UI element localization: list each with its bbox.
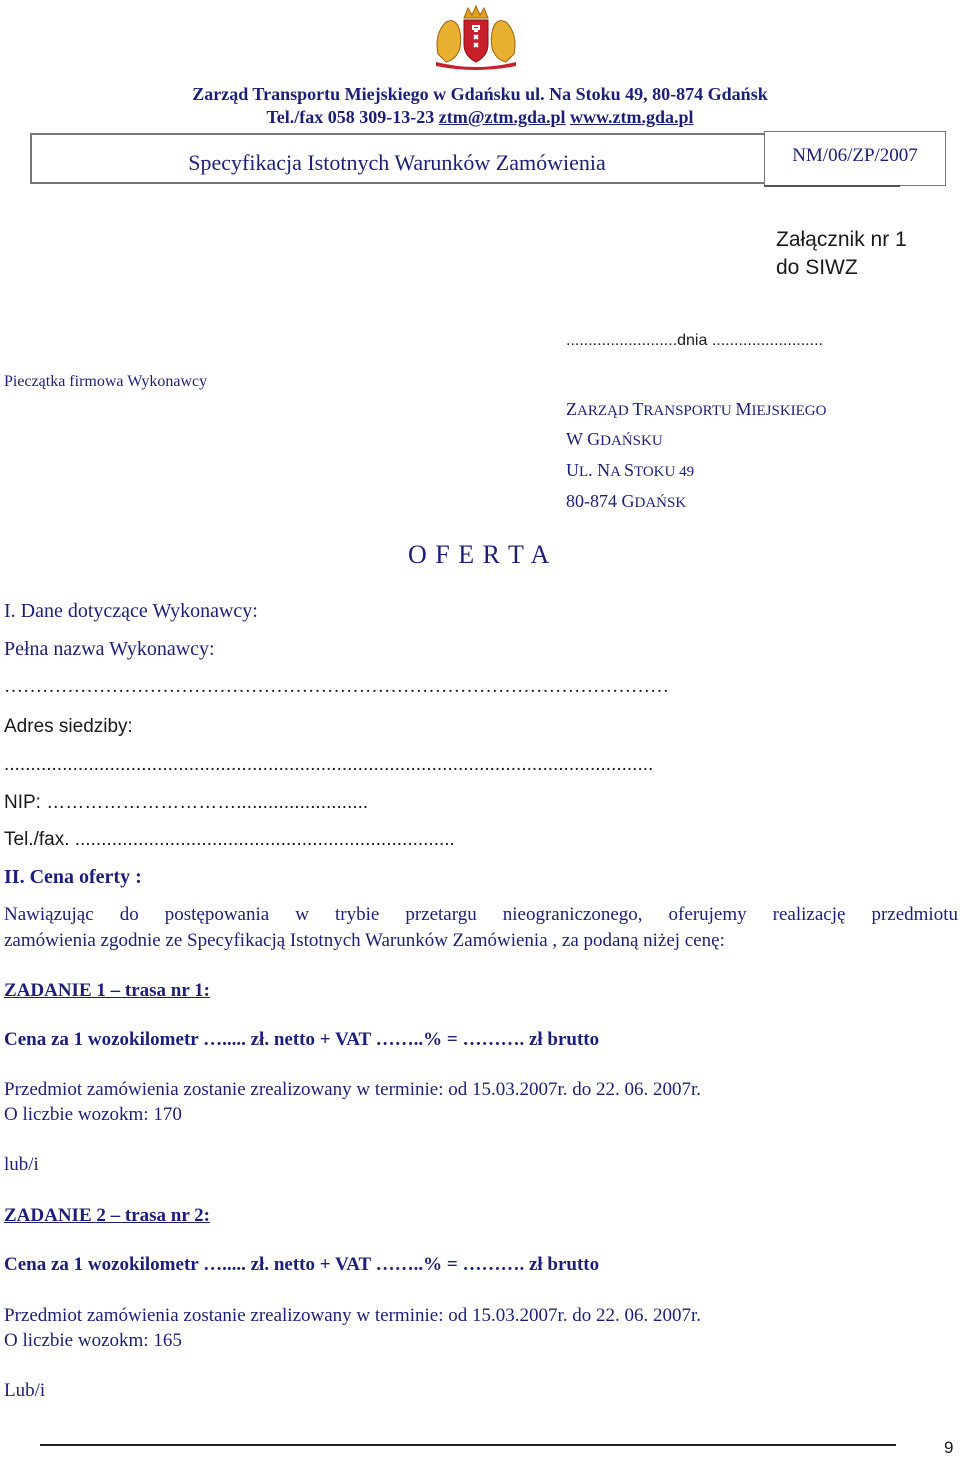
task-2-title: ZADANIE 2 – trasa nr 2: xyxy=(4,1205,211,1226)
intro-paragraph-line-1: Nawiązując do postępowania w trybie przetargu nieograniczonego, oferujemy realizację przedmiotu xyxy=(4,904,958,925)
recipient-line-3: UL. NA STOKU 49 xyxy=(566,460,695,480)
date-line: .........................dnia ......................... xyxy=(566,332,823,349)
task-1-km-line: O liczbie wozokm: 170 xyxy=(4,1104,182,1125)
reference-underline xyxy=(764,185,900,187)
task-2-term-line: Przedmiot zamówienia zostanie zrealizowany w terminie: od 15.03.2007r. do 22. 06. 2007r. xyxy=(4,1305,702,1326)
section-2-heading: II. Cena oferty : xyxy=(4,866,142,888)
task-1-title: ZADANIE 1 – trasa nr 1: xyxy=(4,980,211,1001)
header-contact xyxy=(0,107,960,128)
task-2-km-line: O liczbie wozokm: 165 xyxy=(4,1330,182,1351)
attachment-line-1: Załącznik nr 1 xyxy=(776,228,907,251)
reference-number: NM/06/ZP/2007 xyxy=(792,145,918,166)
header-email-link[interactable]: ztm@ztm.gda.pl xyxy=(438,107,566,127)
footer-rule xyxy=(40,1444,896,1446)
task-2-connector: Lub/i xyxy=(4,1380,46,1401)
section-1-heading: I. Dane dotyczące Wykonawcy: xyxy=(4,600,258,622)
address-field[interactable]: ........................................................................................................................... xyxy=(4,754,654,775)
full-name-field[interactable]: …………………………………………………………………………………………… xyxy=(4,676,669,697)
task-2-price-line: Cena za 1 wozokilometr …..... zł. netto + VAT ……..% = ………. zł brutto xyxy=(4,1254,600,1275)
address-label: Adres siedziby: xyxy=(4,716,133,737)
header-website-link[interactable]: www.ztm.gda.pl xyxy=(570,107,694,127)
gdansk-coat-of-arms-icon xyxy=(428,4,524,70)
recipient-line-4: 80-874 GDAŃSK xyxy=(566,491,687,511)
task-1-term-line: Przedmiot zamówienia zostanie zrealizowany w terminie: od 15.03.2007r. do 22. 06. 2007r. xyxy=(4,1079,702,1100)
header-address: Zarząd Transportu Miejskiego w Gdańsku ul. Na Stoku 49, 80-874 Gdańsk xyxy=(192,84,768,104)
attachment-line-2: do SIWZ xyxy=(776,256,858,279)
document-title: Specyfikacja Istotnych Warunków Zamówienia xyxy=(188,150,606,175)
tel-fax-field[interactable]: Tel./fax. ........................................................................ xyxy=(4,829,455,850)
offer-title: O F E R T A xyxy=(408,540,551,569)
task-1-price-line: Cena za 1 wozokilometr …..... zł. netto + VAT ……..% = ………. zł brutto xyxy=(4,1029,600,1050)
nip-field[interactable]: NIP: …………………………......................... xyxy=(4,792,369,813)
recipient-line-2: W GDAŃSKU xyxy=(566,429,663,449)
intro-paragraph-line-2: zamówienia zgodnie ze Specyfikacją Istotnych Warunków Zamówienia , za podaną niżej cenę: xyxy=(4,930,725,951)
recipient-line-1: ZARZĄD TRANSPORTU MIEJSKIEGO xyxy=(566,399,827,419)
company-stamp-label: Pieczątka firmowa Wykonawcy xyxy=(4,373,208,390)
task-1-connector: lub/i xyxy=(4,1154,39,1175)
header-tel-fax: Tel./fax 058 309-13-23 xyxy=(266,107,435,127)
page-number: 9 xyxy=(944,1438,954,1457)
full-name-label: Pełna nazwa Wykonawcy: xyxy=(4,638,215,660)
